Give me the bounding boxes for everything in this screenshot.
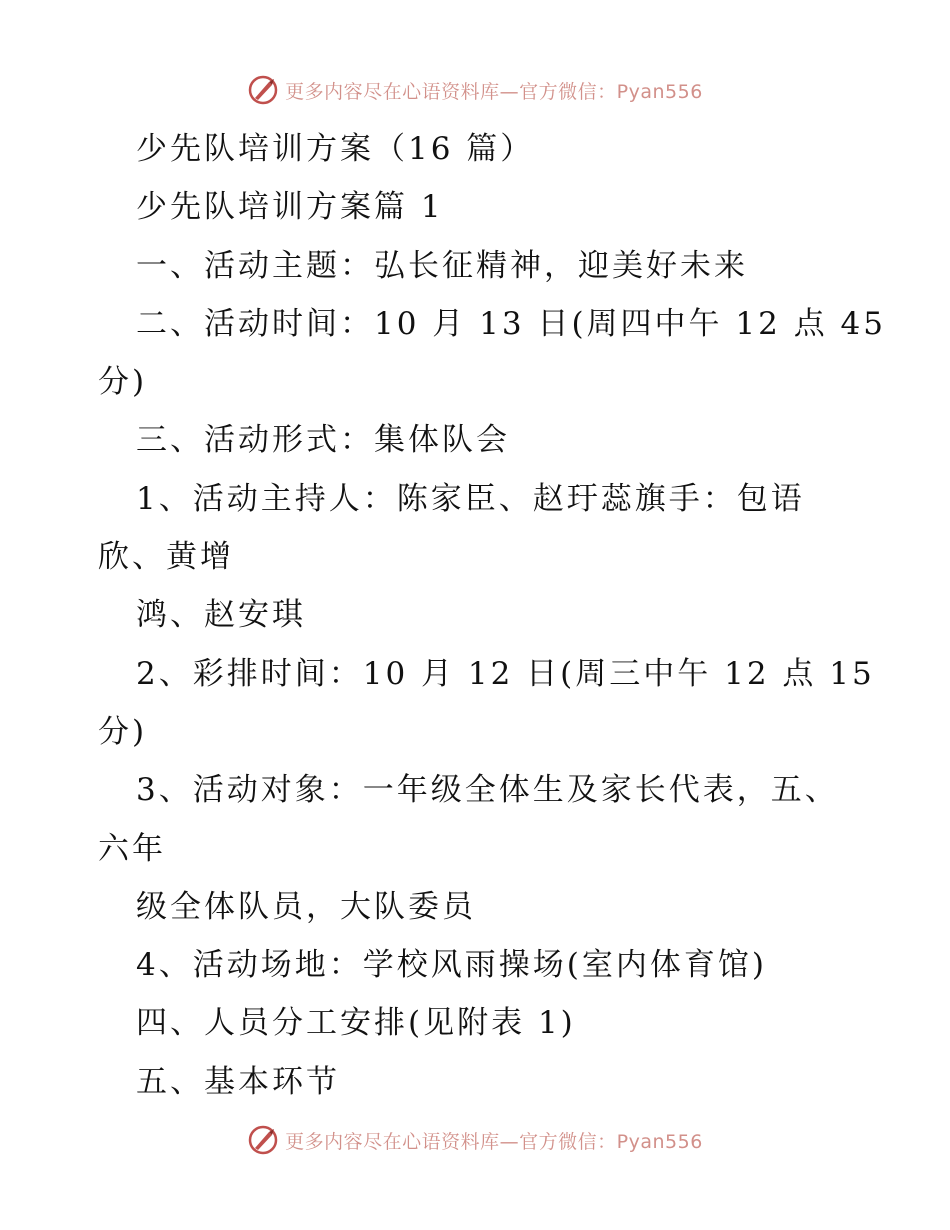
doc-subtitle: 少先队培训方案篇 1 <box>136 189 444 226</box>
footer-watermark-banner <box>0 1120 950 1160</box>
header-watermark-banner <box>0 70 950 110</box>
doc-line: 二、活动时间：10 月 13 日(周四中午 12 点 45 <box>136 305 887 342</box>
doc-line: 分) <box>98 364 148 401</box>
doc-line: 级全体队员，大队委员 <box>136 888 476 925</box>
document-body <box>98 120 887 1111</box>
quill-logo-icon <box>247 1124 279 1156</box>
quill-logo-icon <box>247 74 279 106</box>
doc-line: 分) <box>98 713 148 750</box>
doc-line: 鸿、赵安琪 <box>136 597 306 634</box>
doc-line: 三、活动形式：集体队会 <box>136 422 510 459</box>
doc-line: 欣、黄增 <box>98 539 234 576</box>
doc-line: 4、活动场地：学校风雨操场(室内体育馆) <box>136 947 767 984</box>
doc-line: 一、活动主题：弘长征精神，迎美好未来 <box>136 247 748 284</box>
doc-line: 1、活动主持人：陈家臣、赵玗蕊旗手：包语 <box>136 480 805 517</box>
doc-title: 少先队培训方案（16 篇） <box>136 131 535 167</box>
doc-line: 五、基本环节 <box>136 1063 340 1100</box>
doc-line: 四、人员分工安排(见附表 1) <box>136 1005 576 1042</box>
doc-line: 3、活动对象：一年级全体生及家长代表，五、 <box>136 772 839 809</box>
doc-line: 2、彩排时间：10 月 12 日(周三中午 12 点 15 <box>136 655 875 692</box>
watermark-text: 更多内容尽在心语资料库—官方微信：Pyan556 <box>285 80 703 103</box>
watermark-text: 更多内容尽在心语资料库—官方微信：Pyan556 <box>285 1130 703 1153</box>
doc-line: 六年 <box>98 830 166 867</box>
